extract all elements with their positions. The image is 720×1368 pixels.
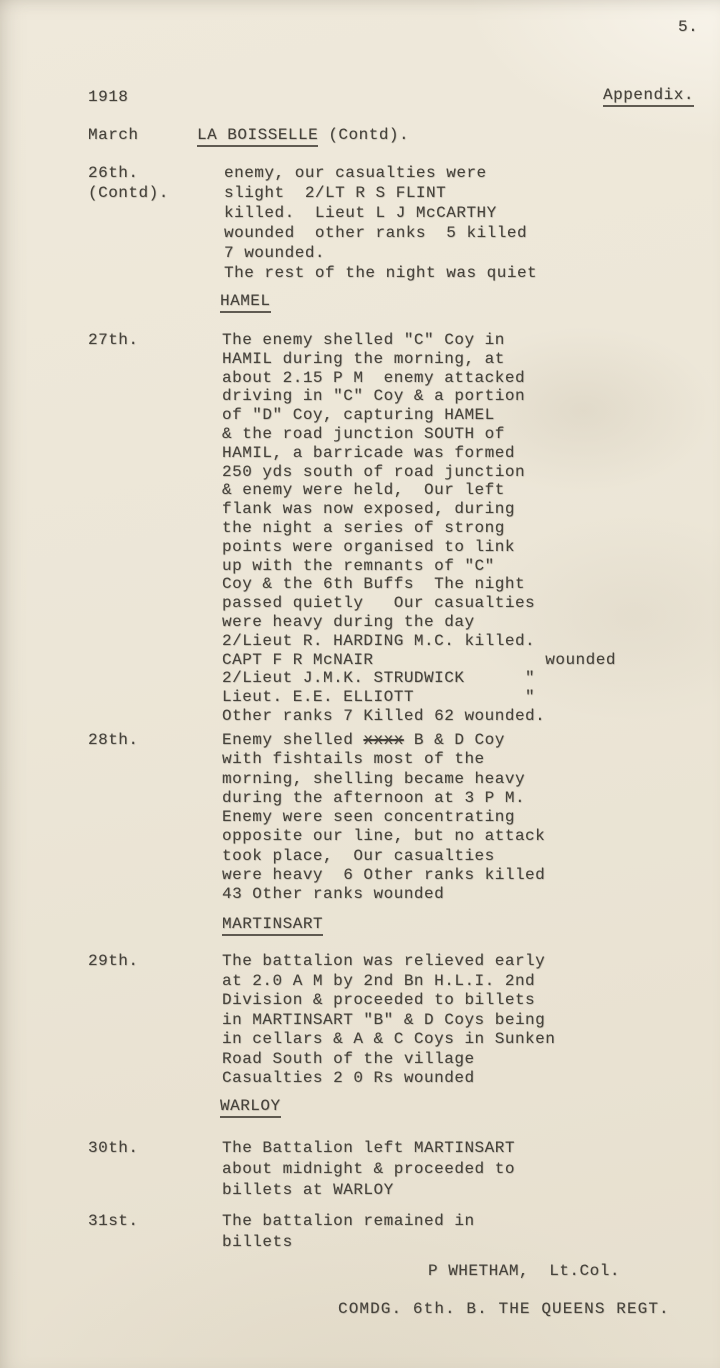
section-heading-hamel (220, 292, 271, 310)
text-line: The battalion was relieved early (222, 952, 546, 970)
text-line: The Battalion left MARTINSART (222, 1139, 515, 1157)
date-label: 26th. (88, 164, 139, 182)
text-line: & the road junction SOUTH of (222, 424, 505, 443)
date-label: 29th. (88, 952, 139, 970)
text-segment: B & D Coy (403, 731, 505, 749)
page-number: 5. (678, 18, 699, 36)
text-line: of "D" Coy, capturing HAMEL (222, 406, 495, 425)
text-line: The battalion remained in (222, 1212, 475, 1230)
text-line: 250 yds south of road junction (222, 462, 526, 481)
text-line: Casualties 2 0 Rs wounded (222, 1069, 475, 1087)
text-line: in MARTINSART "B" & D Coys being (222, 1010, 546, 1029)
text-line: Road South of the village (222, 1049, 475, 1068)
text-line: were heavy 6 Other ranks killed (222, 866, 546, 885)
text-line: the night a series of strong (222, 518, 505, 537)
text-line: were heavy during the day (222, 612, 475, 631)
text-line: Lieut. E.E. ELLIOTT " (222, 688, 536, 707)
entry-date-28th (88, 731, 139, 750)
entry-date-31st (88, 1211, 139, 1232)
entry-date-26th (88, 163, 169, 203)
text-line: flank was now exposed, during (222, 500, 515, 519)
text-line: in cellars & A & C Coys in Sunken (222, 1030, 556, 1048)
text-line: driving in "C" Coy & a portion (222, 387, 526, 406)
entry-body-28th (222, 731, 545, 905)
text-line: & enemy were held, Our left (222, 481, 505, 500)
text-line: with fishtails most of the (222, 750, 485, 769)
text-line: Coy & the 6th Buffs The night (222, 575, 526, 594)
text-line-with-strike (222, 731, 545, 750)
text-line: opposite our line, but no attack (222, 827, 546, 846)
text-line: The rest of the night was quiet (224, 264, 538, 282)
entry-date-30th (88, 1138, 139, 1159)
place-name: WARLOY (220, 1097, 281, 1118)
text-line: passed quietly Our casualties (222, 594, 536, 613)
appendix-label (603, 86, 694, 104)
text-line: slight 2/LT R S FLINT (224, 184, 447, 202)
text-line: enemy, our casualties were (224, 164, 487, 182)
entry-date-29th (88, 952, 139, 972)
text-line: 2/Lieut J.M.K. STRUDWICK " (222, 669, 536, 688)
place-name: LA BOISSELLE (197, 126, 318, 147)
date-label: 30th. (88, 1139, 139, 1157)
date-label: 28th. (88, 731, 139, 749)
text-line: about 2.15 P M enemy attacked (222, 368, 526, 387)
section-heading-la-boisselle (197, 126, 409, 144)
entry-body-28th-rest (222, 750, 545, 904)
text-line: 7 wounded. (224, 244, 326, 262)
text-line: morning, shelling became heavy (222, 769, 526, 788)
entry-body-27th (222, 331, 616, 726)
text-line: Division & proceeded to billets (222, 991, 536, 1009)
text-line: HAMIL, a barricade was formed (222, 443, 515, 462)
date-label: 27th. (88, 331, 139, 349)
month-label: March (88, 126, 139, 144)
year-label: 1918 (88, 88, 129, 106)
text-line: billets (222, 1233, 293, 1251)
text-line: during the afternoon at 3 P M. (222, 788, 526, 807)
text-line: 43 Other ranks wounded (222, 885, 445, 904)
text-line: 2/Lieut R. HARDING M.C. killed. (222, 631, 536, 650)
section-heading-warloy (220, 1097, 281, 1115)
text-line: Other ranks 7 Killed 62 wounded. (222, 706, 546, 725)
text-line: at 2.0 A M by 2nd Bn H.L.I. 2nd (222, 971, 536, 990)
place-name: HAMEL (220, 292, 271, 313)
entry-body-30th (222, 1138, 515, 1201)
entry-body-26th (224, 163, 537, 283)
text-segment: Enemy shelled (222, 731, 364, 749)
text-line: billets at WARLOY (222, 1181, 394, 1199)
place-name: MARTINSART (222, 915, 323, 936)
text-line: up with the remnants of "C" (222, 556, 495, 575)
text-line: about midnight & proceeded to (222, 1160, 515, 1178)
date-label-contd: (Contd). (88, 184, 169, 202)
text-line: took place, Our casualties (222, 846, 495, 865)
signature-unit: COMDG. 6th. B. THE QUEENS REGT. (338, 1300, 670, 1318)
entry-body-29th (222, 952, 555, 1089)
section-heading-martinsart (222, 915, 323, 933)
text-line: points were organised to link (222, 537, 515, 556)
date-label: 31st. (88, 1212, 139, 1230)
text-line: killed. Lieut L J McCARTHY (224, 204, 497, 222)
appendix-label-text: Appendix. (603, 86, 694, 107)
text-line: Enemy were seen concentrating (222, 808, 515, 827)
contd-suffix: (Contd). (318, 126, 410, 144)
entry-date-27th (88, 331, 139, 350)
text-line: HAMIL during the morning, at (222, 349, 505, 368)
text-line: CAPT F R McNAIR wounded (222, 650, 616, 669)
entry-body-31st (222, 1211, 475, 1253)
text-line: wounded other ranks 5 killed (224, 224, 528, 242)
text-line: The enemy shelled "C" Coy in (222, 331, 505, 349)
struck-text: xxxx (363, 731, 404, 749)
signature-officer: P WHETHAM, Lt.Col. (428, 1262, 620, 1280)
